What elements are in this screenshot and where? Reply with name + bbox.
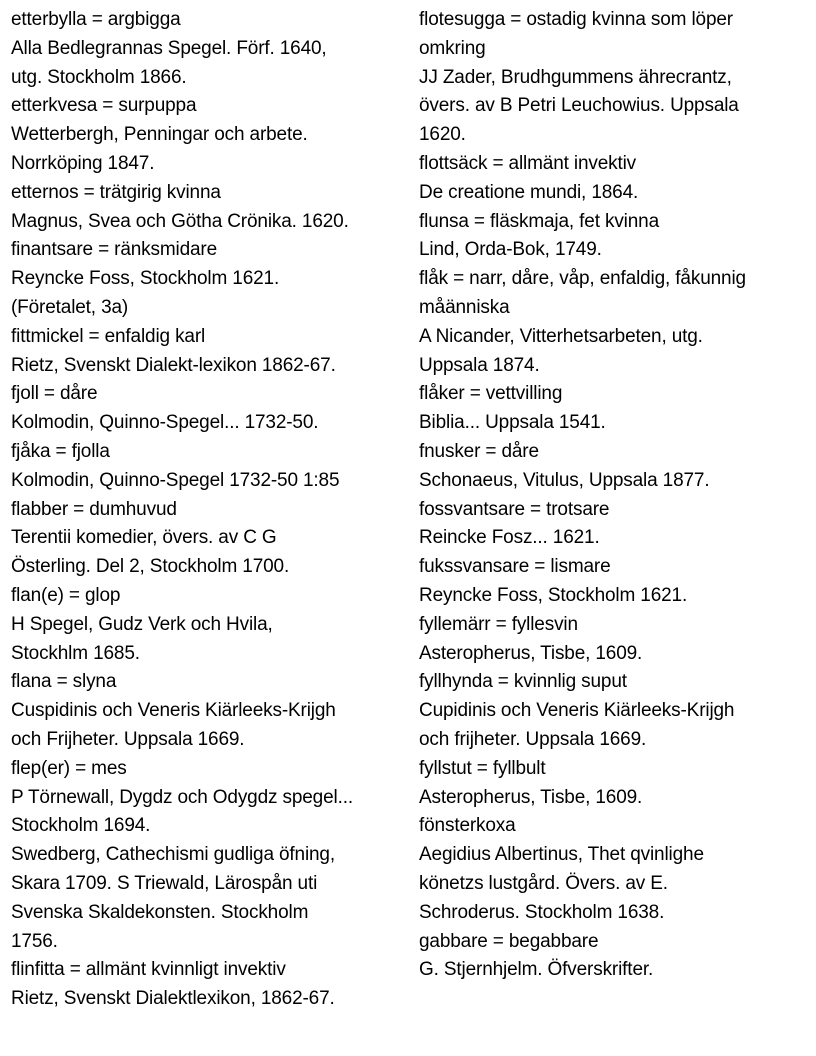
text-line: Kolmodin, Quinno-Spegel 1732-50 1:85	[11, 469, 340, 491]
text-line: Aegidius Albertinus, Thet qvinlighe	[419, 844, 704, 866]
text-line: Svenska Skaldekonsten. Stockholm	[11, 901, 309, 923]
text-line: flunsa = fläskmaja, fet kvinna	[419, 210, 659, 232]
text-line: fönsterkoxa	[419, 815, 516, 837]
text-line: Alla Bedlegrannas Spegel. Förf. 1640,	[11, 37, 327, 59]
text-line: omkring	[419, 37, 486, 59]
text-line: G. Stjernhjelm. Öfverskrifter.	[419, 959, 654, 981]
text-line: Cuspidinis och Veneris Kiärleeks-Krijgh	[11, 700, 336, 722]
text-line: Reyncke Foss, Stockholm 1621.	[11, 268, 280, 290]
text-line: Swedberg, Cathechismi gudliga öfning,	[11, 844, 335, 866]
text-line: De creatione mundi, 1864.	[419, 181, 639, 203]
text-line: Stockhlm 1685.	[11, 642, 140, 664]
text-line: flep(er) = mes	[11, 757, 127, 779]
text-line: Biblia... Uppsala 1541.	[419, 412, 606, 434]
text-line: etternos = trätgirig kvinna	[11, 181, 221, 203]
text-line: flabber = dumhuvud	[11, 498, 177, 520]
text-line: Cupidinis och Veneris Kiärleeks-Krijgh	[419, 700, 735, 722]
text-line: flottsäck = allmänt invektiv	[419, 152, 637, 174]
text-line: fjoll = dåre	[11, 383, 98, 405]
text-line: Österling. Del 2, Stockholm 1700.	[11, 556, 290, 578]
text-line: Reincke Fosz... 1621.	[419, 527, 600, 549]
text-line: Rietz, Svenskt Dialektlexikon, 1862-67.	[11, 988, 335, 1010]
text-line: flåk = narr, dåre, våp, enfaldig, fåkunnig	[419, 268, 746, 290]
text-line: Stockholm 1694.	[11, 815, 151, 837]
text-line: flåker = vettvilling	[419, 383, 563, 405]
text-line: fnusker = dåre	[419, 440, 539, 462]
text-line: flana = slyna	[11, 671, 117, 693]
text-line: Schonaeus, Vitulus, Uppsala 1877.	[419, 469, 710, 491]
text-line: Lind, Orda-Bok, 1749.	[419, 239, 602, 261]
text-line: Skara 1709. S Triewald, Lärospån uti	[11, 872, 318, 894]
text-line: Uppsala 1874.	[419, 354, 540, 376]
text-line: och frijheter. Uppsala 1669.	[419, 728, 647, 750]
text-line: H Spegel, Gudz Verk och Hvila,	[11, 613, 273, 635]
text-line: fyllemärr = fyllesvin	[419, 613, 578, 635]
text-line: 1756.	[11, 930, 58, 952]
text-line: Reyncke Foss, Stockholm 1621.	[419, 584, 688, 606]
text-line: fyllstut = fyllbult	[419, 757, 546, 779]
text-line: Terentii komedier, övers. av C G	[11, 527, 277, 549]
text-line: fyllhynda = kvinnlig suput	[419, 671, 627, 693]
text-line: Wetterbergh, Penningar och arbete.	[11, 124, 308, 146]
text-line: flan(e) = glop	[11, 584, 121, 606]
text-line: Asteropherus, Tisbe, 1609.	[419, 642, 643, 664]
text-line: P Törnewall, Dygdz och Odygdz spegel...	[11, 786, 353, 808]
text-line: etterkvesa = surpuppa	[11, 95, 197, 117]
text-line: flinfitta = allmänt kvinnligt invektiv	[11, 959, 286, 981]
text-line: A Nicander, Vitterhetsarbeten, utg.	[419, 325, 703, 347]
text-line: (Företalet, 3a)	[11, 296, 129, 318]
text-line: och Frijheter. Uppsala 1669.	[11, 728, 245, 750]
text-line: könetzs lustgård. Övers. av E.	[419, 872, 668, 894]
text-line: finantsare = ränksmidare	[11, 239, 218, 261]
text-line: utg. Stockholm 1866.	[11, 66, 187, 88]
text-line: Norrköping 1847.	[11, 152, 155, 174]
text-line: fittmickel = enfaldig karl	[11, 325, 206, 347]
text-line: etterbylla = argbigga	[11, 9, 181, 30]
text-line: JJ Zader, Brudhgummens ährecrantz,	[419, 66, 732, 88]
left-column	[11, 6, 411, 1014]
text-line: Asteropherus, Tisbe, 1609.	[419, 786, 643, 808]
text-line: Magnus, Svea och Götha Crönika. 1620.	[11, 210, 349, 232]
text-line: måänniska	[419, 296, 510, 318]
text-line: fossvantsare = trotsare	[419, 498, 610, 520]
text-line: övers. av B Petri Leuchowius. Uppsala	[419, 95, 739, 117]
text-line: Schroderus. Stockholm 1638.	[419, 901, 665, 923]
text-line: 1620.	[419, 124, 466, 146]
right-column	[419, 6, 811, 985]
text-line: fjåka = fjolla	[11, 440, 110, 462]
text-line: gabbare = begabbare	[419, 930, 599, 952]
text-line: flotesugga = ostadig kvinna som löper	[419, 9, 733, 30]
text-line: Rietz, Svenskt Dialekt-lexikon 1862-67.	[11, 354, 336, 376]
text-line: Kolmodin, Quinno-Spegel... 1732-50.	[11, 412, 319, 434]
text-line: fukssvansare = lismare	[419, 556, 611, 578]
